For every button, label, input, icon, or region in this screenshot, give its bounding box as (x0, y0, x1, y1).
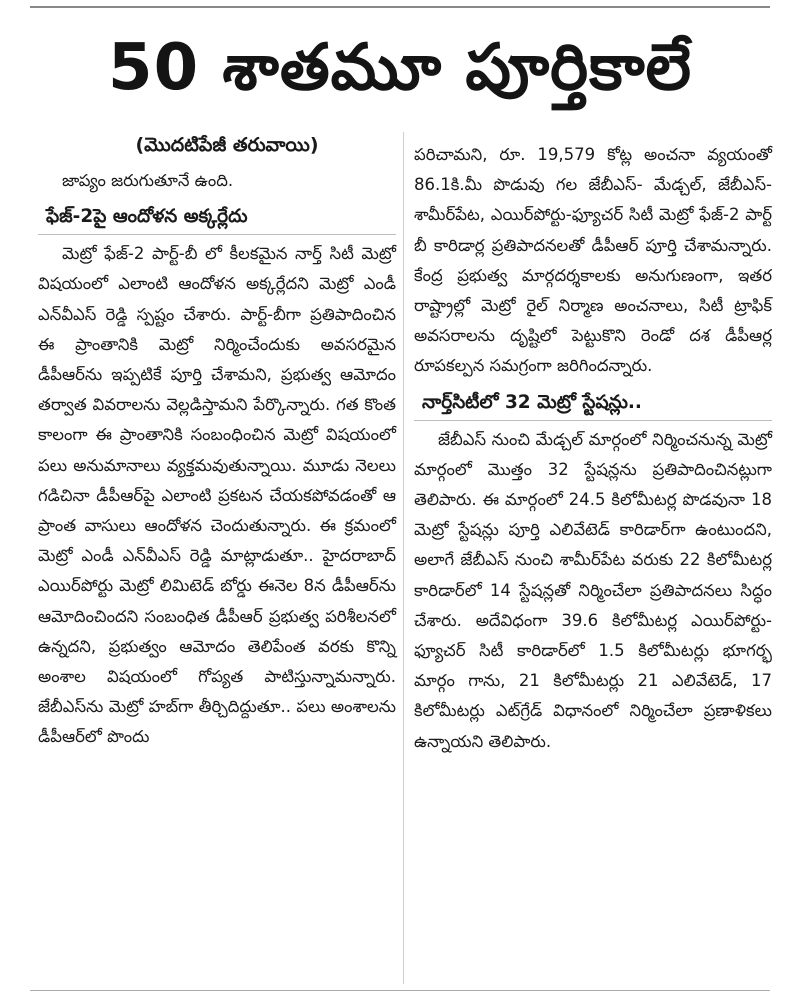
left-intro-paragraph: జాప్యం జరుగుతూనే ఉంది. (62, 171, 234, 190)
bottom-rule (30, 990, 770, 991)
left-column (38, 128, 396, 753)
continuation-label: (మొదటిపేజీ తరువాయి) (135, 134, 319, 156)
subhead-phase2: ఫేజ్‌-2పై ఆందోళన అక్కర్లేదు (38, 200, 396, 235)
column-divider (403, 132, 404, 984)
subhead-north-city: నార్త్‌సిటీలో 32 మెట్రో స్టేషన్లు.. (414, 386, 772, 421)
right-body-paragraph-1: పరిచామని, రూ. 19,579 కోట్ల అంచనా వ్యయంతో 86.1కి.మీ పొడువు గల జేబీఎస్‌- మేడ్చల్‌, జేబీఎస్‌- శామీర్‌పేట, ఎయిర్‌పోర్టు-ఫ్యూచర్‌ సిటీ మెట్రో ఫేజ్‌-2 పార్ట్‌ బీ కారిడార్ల ప్రతిపాదనలతో డీపీఆర్‌ పూర్తి చేశామన్నారు. కేంద్ర ప్రభుత్వ మార్గదర్శకాలకు అనుగుణంగా, ఇతర రాష్ట్రాల్లో మెట్రో రైల్‌ నిర్మాణ అంచనాలు, సిటీ ట్రాఫిక్‌ అవసరాలను దృష్టిలో పెట్టుకొని రెండో దశ డీపీఆర్ల రూపకల్పన సమగ్రంగా జరిగిందన్నారు. (414, 145, 772, 376)
headline: 50 శాతమూ పూర్తికాలే (108, 31, 692, 105)
top-rule (30, 6, 770, 8)
right-column (414, 140, 772, 757)
left-body-paragraph: మెట్రో ఫేజ్‌-2 పార్ట్‌-బీ లో కీలకమైన నార్త్‌ సిటీ మెట్రో విషయంలో ఎలాంటి ఆందోళన అక్కర్లేదని మెట్రో ఎండీ ఎన్‌వీఎస్‌ రెడ్డి స్పష్టం చేశారు. పార్ట్‌-బీగా ప్రతిపాదించిన ఈ ప్రాంతానికి మెట్రో నిర్మించేందుకు అవసరమైన డీపీఆర్‌ను ఇప్పటికే పూర్తి చేశామని, ప్రభుత్వ ఆమోదం తర్వాత వివరాలను వెల్లడిస్తామని పేర్కొన్నారు. గత కొంత కాలంగా ఈ ప్రాంతానికి సంబంధించిన మెట్రో విషయంలో పలు అనుమానాలు వ్యక్తమవుతున్నాయి. మూడు నెలలు గడిచినా డీపీఆర్‌పై ఎలాంటి ప్రకటన చేయకపోవడంతో ఆ ప్రాంత వాసులు ఆందోళన చెందుతున్నారు. ఈ క్రమంలో మెట్రో ఎండీ ఎన్‌వీఎస్‌ రెడ్డి మాట్లాడుతూ.. హైదరాబాద్‌ ఎయిర్‌పోర్టు మెట్రో లిమిటెడ్‌ బోర్డు ఈనెల 8న డీపీఆర్‌ను ఆమోదించిందని సంబంధిత డీపీఆర్‌ ప్రభుత్వ పరిశీలనలో ఉన్నదని, ప్రభుత్వం ఆమోదం తెలిపేంత వరకు కొన్ని అంశాల విషయంలో గోప్యత పాటిస్తున్నామన్నారు. జేబీఎస్‌ను మెట్రో హబ్‌గా తీర్చిదిద్దుతూ.. పలు అంశాలను డీపీఆర్‌లో పొందు (38, 244, 396, 747)
right-body-paragraph-2: జేబీఎస్‌ నుంచి మేడ్చల్‌ మార్గంలో నిర్మించనున్న మెట్రో మార్గంలో మొత్తం 32 స్టేషన్లను ప్రతిపాదించినట్లుగా తెలిపారు. ఈ మార్గంలో 24.5 కిలోమీటర్ల పొడవునా 18 మెట్రో స్టేషన్లు పూర్తి ఎలివేటెడ్‌ కారిడార్‌గా ఉంటుందని, అలాగే జేబీఎస్‌ నుంచి శామీర్‌పేట వరుకు 22 కిలోమీటర్ల కారిడార్‌లో 14 స్టేషన్లతో నిర్మించేలా ప్రతిపాదనలు సిద్ధం చేశారు. అదేవిధంగా 39.6 కిలోమీటర్ల ఎయిర్‌పోర్టు-ఫ్యూచర్‌ సిటీ కారిడార్‌లో 1.5 కిలోమీటర్లు భూగర్భ మార్గం గాను, 21 కిలోమీటర్లు 21 ఎలివేటెడ్‌, 17 కిలోమీటర్లు ఎట్‌గ్రేడ్‌ విధానంలో నిర్మించేలా ప్రణాళికలు ఉన్నాయని తెలిపారు. (414, 429, 772, 751)
